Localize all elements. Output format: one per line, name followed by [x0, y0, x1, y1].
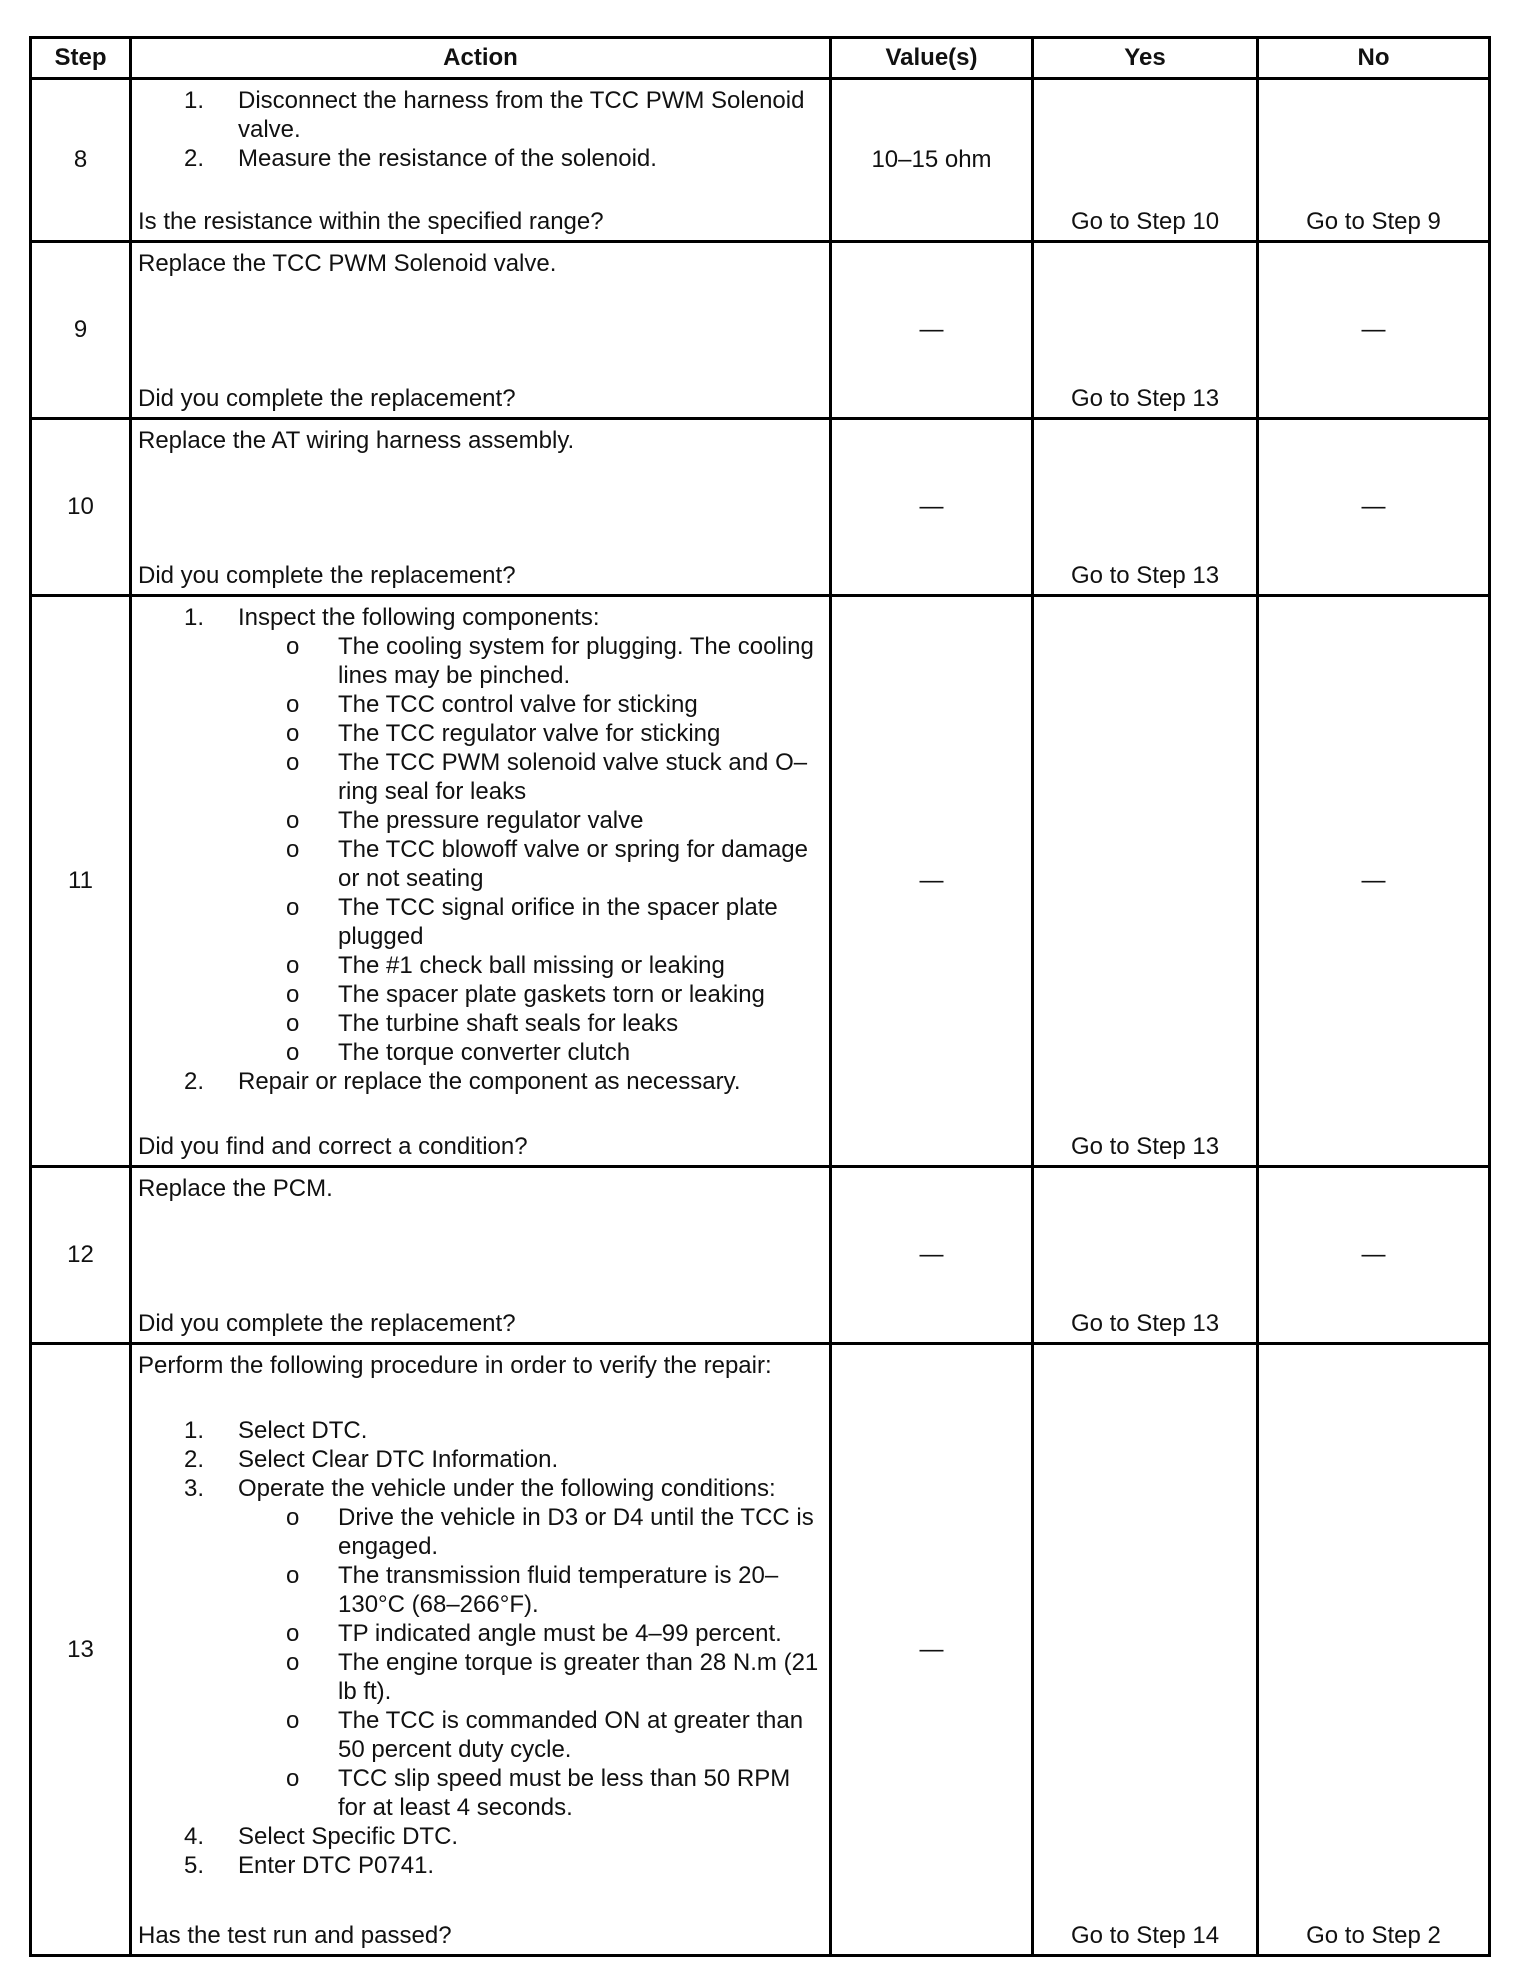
bullet-text: The engine torque is greater than 28 N.m (21 lb ft).: [338, 1649, 819, 1705]
value-cell: —: [831, 242, 1033, 419]
bullet-item: [138, 632, 823, 690]
bullet-text: The TCC PWM solenoid valve stuck and O–ring seal for leaks: [338, 749, 808, 805]
item-number: 4.: [184, 1823, 205, 1850]
bullet-item: [138, 1038, 823, 1067]
step-number: 12: [31, 1167, 131, 1344]
step-number: 11: [31, 596, 131, 1167]
no-cell: Go to Step 2: [1258, 1344, 1490, 1956]
step-number: 9: [31, 242, 131, 419]
item-number: 2.: [184, 145, 205, 172]
bullet-text: The TCC regulator valve for sticking: [338, 720, 721, 747]
bullet-icon: o: [286, 1504, 300, 1531]
item-text: Select Clear DTC Information.: [238, 1446, 559, 1473]
bullet-text: TP indicated angle must be 4–99 percent.: [338, 1620, 782, 1647]
no-cell: —: [1258, 1167, 1490, 1344]
table-row: [31, 596, 1490, 1167]
bullet-icon: o: [286, 1010, 300, 1037]
bullet-item: [138, 719, 823, 748]
bullet-item: [138, 1503, 823, 1561]
list-item: [138, 144, 823, 173]
bullet-text: The transmission fluid temperature is 20–130°C (68–266°F).: [338, 1562, 779, 1618]
item-text: Enter DTC P0741.: [238, 1852, 435, 1879]
value-cell: —: [831, 1167, 1033, 1344]
bullet-item: [138, 690, 823, 719]
table-row: [31, 1344, 1490, 1956]
list-item: [138, 1851, 823, 1880]
table-row: [31, 419, 1490, 596]
header-row: [31, 38, 1490, 79]
yes-cell: Go to Step 13: [1033, 419, 1258, 596]
step-number: 10: [31, 419, 131, 596]
item-number: 1.: [184, 87, 205, 114]
action-lead: Replace the PCM.: [138, 1175, 333, 1202]
table-row: [31, 242, 1490, 419]
bullet-icon: o: [286, 720, 300, 747]
action-cell: [131, 1167, 831, 1344]
header-no: No: [1258, 38, 1490, 79]
value-cell: 10–15 ohm: [831, 79, 1033, 242]
bullet-text: The pressure regulator valve: [338, 807, 644, 834]
bullet-text: The cooling system for plugging. The cooling lines may be pinched.: [338, 633, 814, 689]
action-cell: [131, 419, 831, 596]
no-cell: —: [1258, 419, 1490, 596]
bullet-item: [138, 1619, 823, 1648]
bullet-icon: o: [286, 981, 300, 1008]
bullet-icon: o: [286, 1707, 300, 1734]
bullet-icon: o: [286, 1039, 300, 1066]
bullet-item: [138, 1561, 823, 1619]
no-cell: —: [1258, 242, 1490, 419]
value-cell: —: [831, 1344, 1033, 1956]
bullet-item: [138, 835, 823, 893]
bullet-item: [138, 1764, 823, 1822]
bullet-icon: o: [286, 807, 300, 834]
item-number: 1.: [184, 604, 205, 631]
bullet-text: The TCC signal orifice in the spacer plate plugged: [338, 894, 778, 950]
bullet-item: [138, 1648, 823, 1706]
question-text: Has the test run and passed?: [138, 1922, 452, 1949]
yes-cell: Go to Step 13: [1033, 1167, 1258, 1344]
bullet-icon: o: [286, 836, 300, 863]
bullet-text: TCC slip speed must be less than 50 RPM for at least 4 seconds.: [338, 1765, 791, 1821]
yes-cell: Go to Step 10: [1033, 79, 1258, 242]
yes-cell: Go to Step 13: [1033, 596, 1258, 1167]
bullet-text: The TCC blowoff valve or spring for damage or not seating: [338, 836, 809, 892]
question-text: Did you complete the replacement?: [138, 562, 516, 589]
table-row: [31, 1167, 1490, 1344]
header-step: Step: [31, 38, 131, 79]
bullet-text: The TCC is commanded ON at greater than 50 percent duty cycle.: [338, 1707, 804, 1763]
item-number: 3.: [184, 1475, 205, 1502]
item-text: Select DTC.: [238, 1417, 368, 1444]
bullet-icon: o: [286, 749, 300, 776]
bullet-item: [138, 980, 823, 1009]
list-item: [138, 603, 823, 1067]
item-text: Select Specific DTC.: [238, 1823, 459, 1850]
bullet-text: The spacer plate gaskets torn or leaking: [338, 981, 765, 1008]
list-item: [138, 1067, 823, 1096]
no-cell: Go to Step 9: [1258, 79, 1490, 242]
bullet-list: [138, 632, 823, 1067]
yes-cell: Go to Step 13: [1033, 242, 1258, 419]
list-item: [138, 1416, 823, 1445]
item-number: 2.: [184, 1068, 205, 1095]
item-text: Repair or replace the component as necessary.: [238, 1068, 741, 1095]
bullet-item: [138, 951, 823, 980]
bullet-icon: o: [286, 691, 300, 718]
bullet-text: The #1 check ball missing or leaking: [338, 952, 725, 979]
bullet-text: Drive the vehicle in D3 or D4 until the TCC is engaged.: [338, 1504, 814, 1560]
bullet-item: [138, 1009, 823, 1038]
action-lead: Replace the TCC PWM Solenoid valve.: [138, 250, 557, 277]
question-text: Is the resistance within the specified range?: [138, 208, 604, 235]
bullet-text: The TCC control valve for sticking: [338, 691, 698, 718]
numbered-list: [138, 603, 823, 1096]
list-item: [138, 86, 823, 144]
item-number: 2.: [184, 1446, 205, 1473]
numbered-list: [138, 1416, 823, 1880]
item-text: Disconnect the harness from the TCC PWM Solenoid valve.: [238, 87, 805, 143]
bullet-icon: o: [286, 1765, 300, 1792]
item-text: Inspect the following components:: [238, 604, 600, 631]
bullet-icon: o: [286, 894, 300, 921]
bullet-item: [138, 748, 823, 806]
bullet-item: [138, 1706, 823, 1764]
bullet-item: [138, 806, 823, 835]
value-cell: —: [831, 419, 1033, 596]
item-number: 5.: [184, 1852, 205, 1879]
numbered-list: [138, 86, 823, 173]
bullet-text: The turbine shaft seals for leaks: [338, 1010, 679, 1037]
item-number: 1.: [184, 1417, 205, 1444]
value-cell: —: [831, 596, 1033, 1167]
list-item: [138, 1445, 823, 1474]
action-cell: [131, 1344, 831, 1956]
step-number: 8: [31, 79, 131, 242]
bullet-icon: o: [286, 1649, 300, 1676]
header-action: Action: [131, 38, 831, 79]
question-text: Did you complete the replacement?: [138, 1310, 516, 1337]
bullet-icon: o: [286, 952, 300, 979]
header-values: Value(s): [831, 38, 1033, 79]
action-cell: [131, 596, 831, 1167]
bullet-list: [138, 1503, 823, 1822]
action-lead: Replace the AT wiring harness assembly.: [138, 427, 575, 454]
question-text: Did you complete the replacement?: [138, 385, 516, 412]
item-text: Measure the resistance of the solenoid.: [238, 145, 657, 172]
header-yes: Yes: [1033, 38, 1258, 79]
bullet-icon: o: [286, 1562, 300, 1589]
step-number: 13: [31, 1344, 131, 1956]
bullet-item: [138, 893, 823, 951]
question-text: Did you find and correct a condition?: [138, 1133, 528, 1160]
bullet-text: The torque converter clutch: [338, 1039, 631, 1066]
list-item: [138, 1474, 823, 1822]
item-text: Operate the vehicle under the following conditions:: [238, 1475, 776, 1502]
table-row: [31, 79, 1490, 242]
bullet-icon: o: [286, 1620, 300, 1647]
bullet-icon: o: [286, 633, 300, 660]
list-item: [138, 1822, 823, 1851]
no-cell: —: [1258, 596, 1490, 1167]
action-cell: [131, 242, 831, 419]
diagnostic-table: [29, 36, 1491, 1957]
yes-cell: Go to Step 14: [1033, 1344, 1258, 1956]
action-lead: Perform the following procedure in order to verify the repair:: [138, 1352, 772, 1379]
action-cell: [131, 79, 831, 242]
